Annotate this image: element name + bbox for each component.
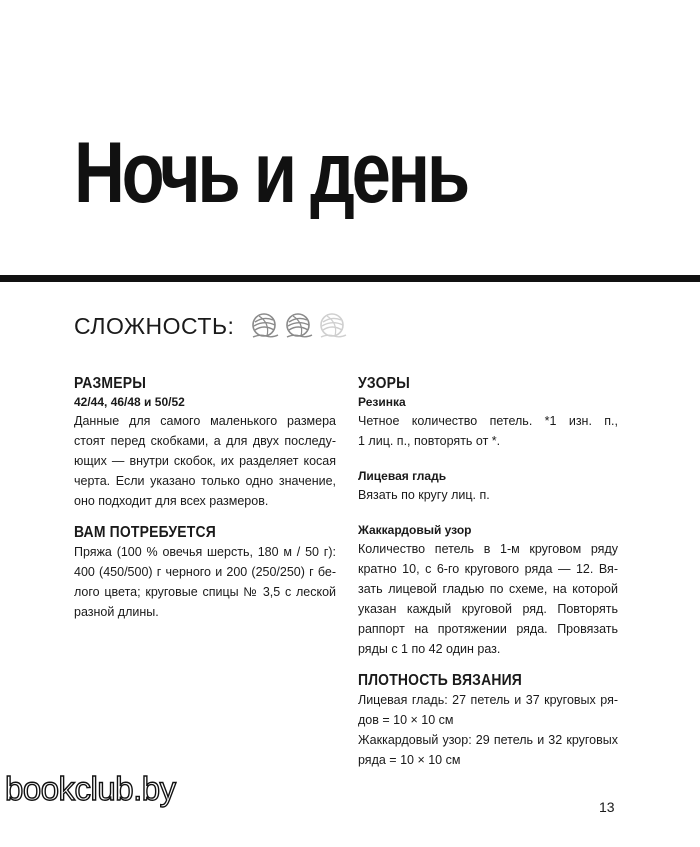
materials-heading: ВАМ ПОТРЕБУЕТСЯ [74, 524, 216, 541]
text-line: указан каждый круговой ряд. Повторять [358, 602, 618, 616]
text-line: Лицевая гладь: 27 петель и 37 круговых ря- [358, 693, 618, 707]
materials-section [74, 523, 336, 622]
text-line: Количество петель в 1-м круговом ряду [358, 542, 618, 556]
left-column [74, 374, 336, 622]
patterns-section [358, 374, 618, 659]
stockinette-pattern-title: Лицевая гладь [358, 469, 447, 483]
jacquard-pattern-text [358, 539, 618, 659]
materials-text [74, 542, 336, 622]
text-line: ряды с 1 по 42 один раз. [358, 642, 501, 656]
stockinette-pattern-text [358, 485, 618, 505]
text-line: 1 лиц. п., повторять от *. [358, 434, 501, 448]
gauge-heading: ПЛОТНОСТЬ ВЯЗАНИЯ [358, 672, 523, 689]
rib-pattern-title: Резинка [358, 395, 406, 409]
gauge-section [358, 671, 618, 770]
difficulty-label: СЛОЖНОСТЬ: [74, 312, 235, 339]
text-line: Жаккардовый узор: 29 петель и 32 круговых [358, 733, 618, 747]
text-line: 400 (450/500) г черного и 200 (250/250) г бе- [74, 565, 336, 579]
text-line: лого цвета; круговые спицы № 3,5 с леской [74, 585, 336, 599]
sizes-values: 42/44, 46/48 и 50/52 [74, 395, 185, 409]
watermark: bookclub.by [5, 770, 176, 807]
title-divider [0, 275, 700, 282]
page-title: Ночь и день [74, 125, 467, 221]
yarn-ball-icon [250, 311, 280, 341]
text-line: Четное количество петель. *1 изн. п., [358, 414, 618, 428]
text-line: разной длины. [74, 605, 159, 619]
patterns-heading: УЗОРЫ [358, 375, 410, 392]
yarn-ball-icon [284, 311, 314, 341]
text-line: ряда = 10 × 10 см [358, 753, 461, 767]
sizes-text [74, 411, 336, 511]
text-line: оно подходит для всех размеров. [74, 494, 269, 508]
text-line: ющих — внутри скобок, их разделяет косая [74, 454, 336, 468]
page-number: 13 [599, 799, 615, 815]
sizes-section [74, 374, 336, 511]
text-line: Вязать по кругу лиц. п. [358, 488, 490, 502]
text-line: Пряжа (100 % овечья шерсть, 180 м / 50 г): [74, 545, 336, 559]
gauge-text [358, 690, 618, 770]
text-line: кратно 10, с 6-го кругового ряда — 12. Вя- [358, 562, 618, 576]
text-line: стоят перед скобками, а для двух последу- [74, 434, 336, 448]
sizes-heading: РАЗМЕРЫ [74, 375, 147, 392]
text-line: зать лицевой гладью по схеме, на которой [358, 582, 618, 596]
text-line: Данные для самого маленького размера [74, 414, 336, 428]
rib-pattern-text [358, 411, 618, 451]
text-line: раппорт на протяжении ряда. Провязать [358, 622, 618, 636]
jacquard-pattern-title: Жаккардовый узор [358, 523, 472, 537]
yarn-ball-icon [318, 311, 348, 341]
difficulty-rating [74, 309, 352, 343]
text-line: черта. Если указано только одно значение, [74, 474, 336, 488]
text-line: дов = 10 × 10 см [358, 713, 454, 727]
right-column [358, 374, 618, 770]
difficulty-icons [250, 311, 352, 341]
